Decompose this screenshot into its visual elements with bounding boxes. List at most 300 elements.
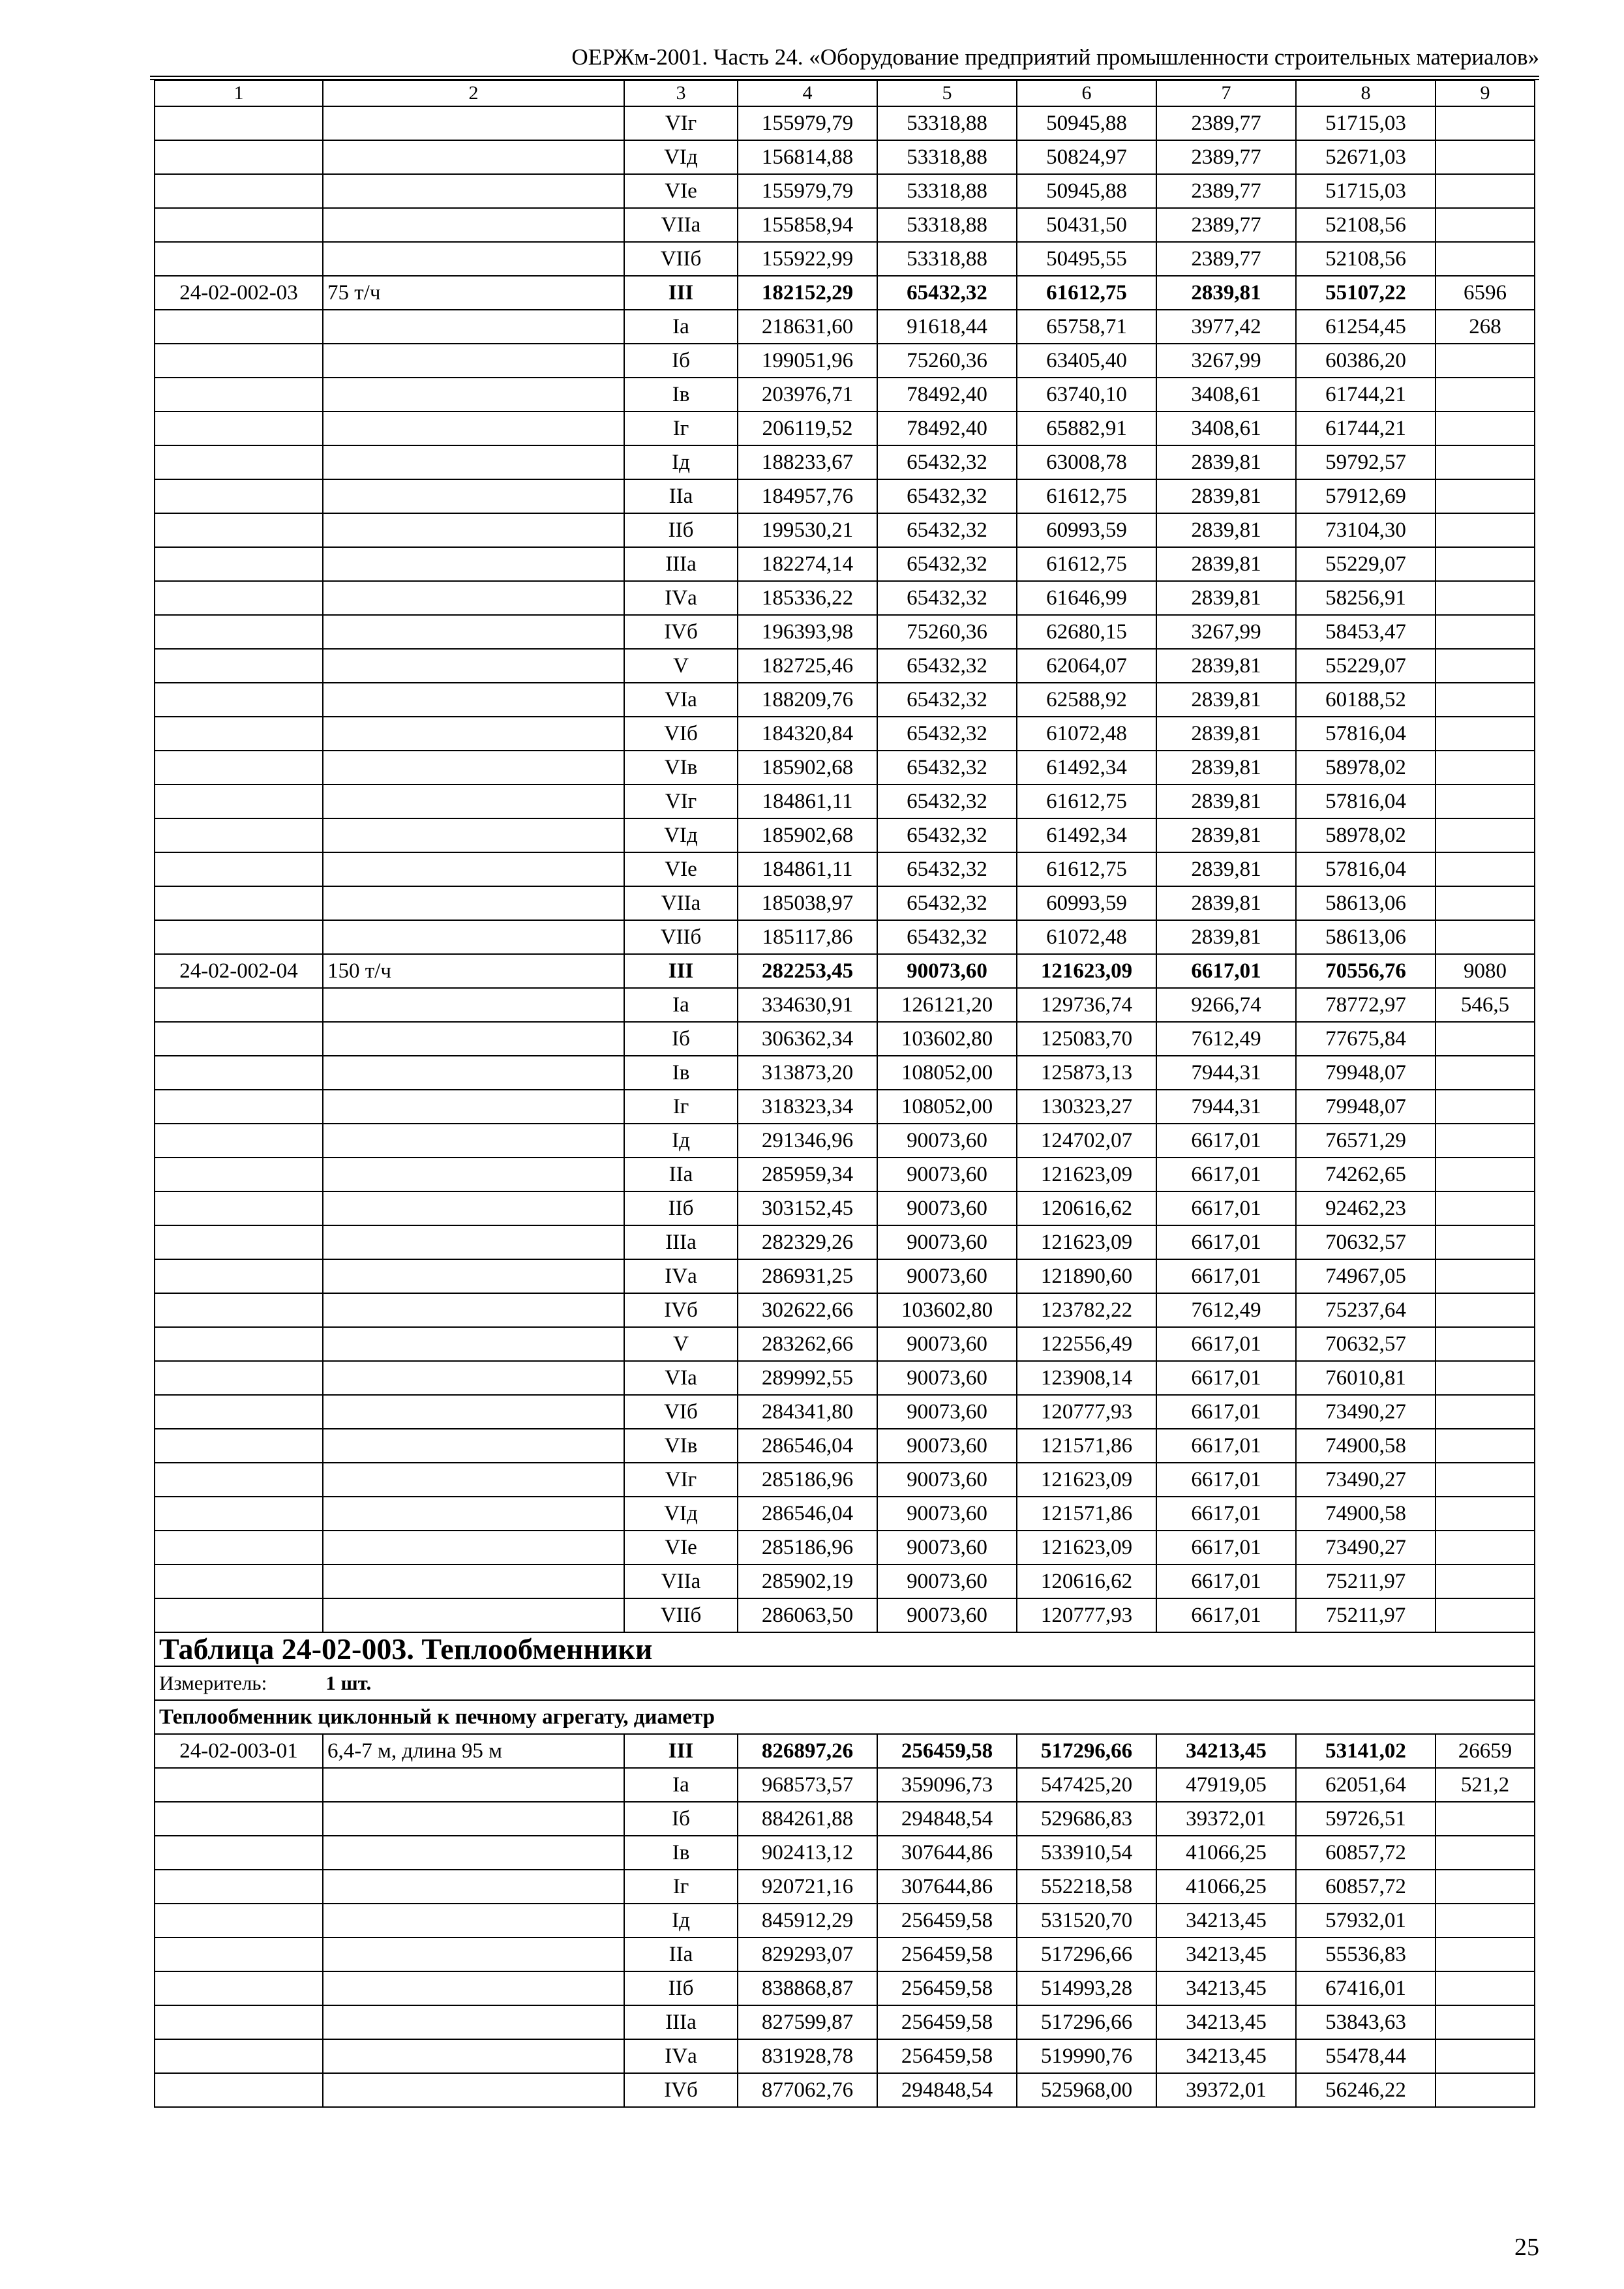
value-cell: 121623,09 <box>1017 1158 1156 1191</box>
col9-cell <box>1436 2005 1535 2039</box>
rate-name <box>323 1259 624 1293</box>
zone-cell: VIа <box>624 683 738 717</box>
value-cell: 90073,60 <box>877 1564 1017 1598</box>
col9-cell <box>1436 852 1535 886</box>
value-cell: 121571,86 <box>1017 1497 1156 1531</box>
rate-code <box>155 1463 323 1497</box>
value-cell: 120777,93 <box>1017 1598 1156 1632</box>
value-cell: 41066,25 <box>1156 1870 1296 1904</box>
col9-cell <box>1436 378 1535 411</box>
column-number: 1 <box>155 80 323 106</box>
value-cell: 2389,77 <box>1156 242 1296 276</box>
value-cell: 286063,50 <box>738 1598 877 1632</box>
rate-code <box>155 1327 323 1361</box>
value-cell: 514993,28 <box>1017 1971 1156 2005</box>
value-cell: 65432,32 <box>877 479 1017 513</box>
value-cell: 61612,75 <box>1017 785 1156 818</box>
value-cell: 79948,07 <box>1296 1056 1436 1090</box>
rate-code <box>155 479 323 513</box>
rate-name <box>323 106 624 140</box>
value-cell: 2839,81 <box>1156 751 1296 785</box>
value-cell: 74900,58 <box>1296 1497 1436 1531</box>
value-cell: 359096,73 <box>877 1768 1017 1802</box>
rate-code <box>155 785 323 818</box>
value-cell: 283262,66 <box>738 1327 877 1361</box>
rate-code <box>155 1022 323 1056</box>
value-cell: 122556,49 <box>1017 1327 1156 1361</box>
table-row <box>155 1056 1535 1090</box>
value-cell: 827599,87 <box>738 2005 877 2039</box>
value-cell: 282253,45 <box>738 954 877 988</box>
table-row <box>155 2005 1535 2039</box>
value-cell: 65432,32 <box>877 547 1017 581</box>
rate-name <box>323 1395 624 1429</box>
value-cell: 7612,49 <box>1156 1293 1296 1327</box>
rate-code <box>155 1836 323 1870</box>
value-cell: 2839,81 <box>1156 818 1296 852</box>
value-cell: 121623,09 <box>1017 954 1156 988</box>
table-row <box>155 1904 1535 1937</box>
value-cell: 3267,99 <box>1156 344 1296 378</box>
value-cell: 285186,96 <box>738 1531 877 1564</box>
rate-name <box>323 1056 624 1090</box>
zone-cell: Iд <box>624 1124 738 1158</box>
value-cell: 6617,01 <box>1156 1598 1296 1632</box>
value-cell: 65432,32 <box>877 751 1017 785</box>
value-cell: 7612,49 <box>1156 1022 1296 1056</box>
value-cell: 6617,01 <box>1156 1259 1296 1293</box>
rate-name <box>323 1497 624 1531</box>
zone-cell: III <box>624 276 738 310</box>
value-cell: 182725,46 <box>738 649 877 683</box>
value-cell: 58613,06 <box>1296 886 1436 920</box>
table-row <box>155 242 1535 276</box>
rate-name <box>323 649 624 683</box>
value-cell: 34213,45 <box>1156 1734 1296 1768</box>
rate-code <box>155 344 323 378</box>
value-cell: 3408,61 <box>1156 411 1296 445</box>
rate-code <box>155 2005 323 2039</box>
rate-name <box>323 751 624 785</box>
rate-code <box>155 1158 323 1191</box>
value-cell: 318323,34 <box>738 1090 877 1124</box>
rate-name <box>323 1768 624 1802</box>
zone-cell: IIIа <box>624 2005 738 2039</box>
rate-code <box>155 1361 323 1395</box>
value-cell: 65432,32 <box>877 886 1017 920</box>
value-cell: 75237,64 <box>1296 1293 1436 1327</box>
col9-cell <box>1436 1191 1535 1225</box>
value-cell: 91618,44 <box>877 310 1017 344</box>
zone-cell: VIг <box>624 106 738 140</box>
table-row <box>155 886 1535 920</box>
value-cell: 2839,81 <box>1156 649 1296 683</box>
rate-name <box>323 1870 624 1904</box>
table-row <box>155 1836 1535 1870</box>
value-cell: 50945,88 <box>1017 106 1156 140</box>
value-cell: 70632,57 <box>1296 1327 1436 1361</box>
table-row <box>155 717 1535 751</box>
rate-name <box>323 378 624 411</box>
rate-name <box>323 818 624 852</box>
col9-cell <box>1436 581 1535 615</box>
rate-code: 24-02-002-04 <box>155 954 323 988</box>
value-cell: 67416,01 <box>1296 1971 1436 2005</box>
table-row <box>155 818 1535 852</box>
value-cell: 203976,71 <box>738 378 877 411</box>
rate-name <box>323 1191 624 1225</box>
value-cell: 61612,75 <box>1017 479 1156 513</box>
value-cell: 55229,07 <box>1296 547 1436 581</box>
value-cell: 75211,97 <box>1296 1598 1436 1632</box>
rate-code <box>155 1497 323 1531</box>
value-cell: 61492,34 <box>1017 751 1156 785</box>
value-cell: 155979,79 <box>738 106 877 140</box>
rate-code <box>155 174 323 208</box>
value-cell: 70632,57 <box>1296 1225 1436 1259</box>
table-row <box>155 1225 1535 1259</box>
zone-cell: VIIб <box>624 920 738 954</box>
value-cell: 256459,58 <box>877 1971 1017 2005</box>
rate-code <box>155 1124 323 1158</box>
value-cell: 6617,01 <box>1156 1327 1296 1361</box>
column-number-row <box>155 80 1535 106</box>
rate-name <box>323 1531 624 1564</box>
value-cell: 74262,65 <box>1296 1158 1436 1191</box>
value-cell: 2839,81 <box>1156 547 1296 581</box>
col9-cell <box>1436 1904 1535 1937</box>
zone-cell: IVб <box>624 615 738 649</box>
col9-cell <box>1436 479 1535 513</box>
value-cell: 55107,22 <box>1296 276 1436 310</box>
rate-code <box>155 310 323 344</box>
rate-code <box>155 1971 323 2005</box>
value-cell: 184957,76 <box>738 479 877 513</box>
col9-cell <box>1436 1158 1535 1191</box>
value-cell: 60993,59 <box>1017 886 1156 920</box>
zone-cell: VIа <box>624 1361 738 1395</box>
zone-cell: VIIб <box>624 1598 738 1632</box>
value-cell: 3267,99 <box>1156 615 1296 649</box>
table-row <box>155 2073 1535 2107</box>
table-row <box>155 140 1535 174</box>
value-cell: 55536,83 <box>1296 1937 1436 1971</box>
table-row <box>155 1734 1535 1768</box>
value-cell: 182274,14 <box>738 547 877 581</box>
zone-cell: IVа <box>624 581 738 615</box>
zone-cell: IIб <box>624 1191 738 1225</box>
table-row <box>155 106 1535 140</box>
value-cell: 52108,56 <box>1296 208 1436 242</box>
value-cell: 303152,45 <box>738 1191 877 1225</box>
value-cell: 185336,22 <box>738 581 877 615</box>
col9-cell <box>1436 445 1535 479</box>
value-cell: 55229,07 <box>1296 649 1436 683</box>
section-title: Таблица 24-02-003. Теплообменники <box>155 1632 1535 1666</box>
table-row <box>155 445 1535 479</box>
value-cell: 53318,88 <box>877 106 1017 140</box>
value-cell: 74900,58 <box>1296 1429 1436 1463</box>
col9-cell <box>1436 683 1535 717</box>
value-cell: 108052,00 <box>877 1056 1017 1090</box>
zone-cell: VIIа <box>624 886 738 920</box>
zone-cell: III <box>624 954 738 988</box>
zone-cell: VIIа <box>624 208 738 242</box>
value-cell: 188209,76 <box>738 683 877 717</box>
value-cell: 6617,01 <box>1156 1124 1296 1158</box>
header-rule-top <box>150 76 1539 77</box>
value-cell: 517296,66 <box>1017 2005 1156 2039</box>
value-cell: 2839,81 <box>1156 920 1296 954</box>
table-row <box>155 1090 1535 1124</box>
value-cell: 57932,01 <box>1296 1904 1436 1937</box>
col9-cell <box>1436 1361 1535 1395</box>
value-cell: 845912,29 <box>738 1904 877 1937</box>
value-cell: 58978,02 <box>1296 751 1436 785</box>
table-row <box>155 649 1535 683</box>
value-cell: 185038,97 <box>738 886 877 920</box>
value-cell: 124702,07 <box>1017 1124 1156 1158</box>
value-cell: 286931,25 <box>738 1259 877 1293</box>
value-cell: 103602,80 <box>877 1022 1017 1056</box>
col9-cell <box>1436 717 1535 751</box>
value-cell: 286546,04 <box>738 1429 877 1463</box>
value-cell: 53318,88 <box>877 140 1017 174</box>
zone-cell: Iг <box>624 1870 738 1904</box>
value-cell: 90073,60 <box>877 1531 1017 1564</box>
value-cell: 56246,22 <box>1296 2073 1436 2107</box>
value-cell: 2839,81 <box>1156 785 1296 818</box>
table-row <box>155 1395 1535 1429</box>
measure-value: 1 шт. <box>325 1671 372 1694</box>
zone-cell: V <box>624 649 738 683</box>
value-cell: 65432,32 <box>877 513 1017 547</box>
table-row <box>155 1971 1535 2005</box>
rate-name <box>323 140 624 174</box>
value-cell: 6617,01 <box>1156 1429 1296 1463</box>
rate-name <box>323 2073 624 2107</box>
value-cell: 294848,54 <box>877 1802 1017 1836</box>
value-cell: 53843,63 <box>1296 2005 1436 2039</box>
value-cell: 2389,77 <box>1156 208 1296 242</box>
zone-cell: IIб <box>624 1971 738 2005</box>
rate-name <box>323 615 624 649</box>
value-cell: 76571,29 <box>1296 1124 1436 1158</box>
value-cell: 2839,81 <box>1156 276 1296 310</box>
value-cell: 184320,84 <box>738 717 877 751</box>
value-cell: 877062,76 <box>738 2073 877 2107</box>
value-cell: 34213,45 <box>1156 1937 1296 1971</box>
rate-code <box>155 988 323 1022</box>
value-cell: 47919,05 <box>1156 1768 1296 1802</box>
zone-cell: VIд <box>624 1497 738 1531</box>
value-cell: 182152,29 <box>738 276 877 310</box>
column-number: 3 <box>624 80 738 106</box>
value-cell: 2839,81 <box>1156 717 1296 751</box>
value-cell: 77675,84 <box>1296 1022 1436 1056</box>
value-cell: 517296,66 <box>1017 1937 1156 1971</box>
table-row <box>155 411 1535 445</box>
value-cell: 62680,15 <box>1017 615 1156 649</box>
col9-cell <box>1436 1259 1535 1293</box>
rate-name: 150 т/ч <box>323 954 624 988</box>
zone-cell: VIе <box>624 852 738 886</box>
rate-name <box>323 513 624 547</box>
col9-cell <box>1436 140 1535 174</box>
zone-cell: III <box>624 1734 738 1768</box>
value-cell: 6617,01 <box>1156 954 1296 988</box>
value-cell: 60857,72 <box>1296 1870 1436 1904</box>
rate-code <box>155 513 323 547</box>
value-cell: 9266,74 <box>1156 988 1296 1022</box>
rate-code <box>155 852 323 886</box>
value-cell: 75260,36 <box>877 344 1017 378</box>
rate-code <box>155 886 323 920</box>
zone-cell: VIг <box>624 1463 738 1497</box>
col9-cell <box>1436 1870 1535 1904</box>
value-cell: 294848,54 <box>877 2073 1017 2107</box>
col9-cell <box>1436 1225 1535 1259</box>
value-cell: 90073,60 <box>877 1259 1017 1293</box>
value-cell: 53318,88 <box>877 242 1017 276</box>
value-cell: 199530,21 <box>738 513 877 547</box>
value-cell: 60857,72 <box>1296 1836 1436 1870</box>
zone-cell: Iв <box>624 378 738 411</box>
table-row <box>155 1937 1535 1971</box>
value-cell: 65432,32 <box>877 581 1017 615</box>
value-cell: 61072,48 <box>1017 920 1156 954</box>
rate-code <box>155 1531 323 1564</box>
table-row <box>155 988 1535 1022</box>
value-cell: 52671,03 <box>1296 140 1436 174</box>
value-cell: 61612,75 <box>1017 852 1156 886</box>
value-cell: 6617,01 <box>1156 1531 1296 1564</box>
value-cell: 65758,71 <box>1017 310 1156 344</box>
rate-code <box>155 1395 323 1429</box>
rate-name <box>323 886 624 920</box>
table-row <box>155 1598 1535 1632</box>
value-cell: 34213,45 <box>1156 1904 1296 1937</box>
value-cell: 108052,00 <box>877 1090 1017 1124</box>
value-cell: 65432,32 <box>877 818 1017 852</box>
value-cell: 57912,69 <box>1296 479 1436 513</box>
col9-cell <box>1436 886 1535 920</box>
value-cell: 57816,04 <box>1296 717 1436 751</box>
value-cell: 284341,80 <box>738 1395 877 1429</box>
value-cell: 50824,97 <box>1017 140 1156 174</box>
col9-cell <box>1436 1327 1535 1361</box>
table-row <box>155 1429 1535 1463</box>
rate-name <box>323 1463 624 1497</box>
zone-cell: Iа <box>624 1768 738 1802</box>
measure-cell <box>155 1666 1535 1700</box>
zone-cell: IVа <box>624 1259 738 1293</box>
value-cell: 70556,76 <box>1296 954 1436 988</box>
value-cell: 39372,01 <box>1156 1802 1296 1836</box>
rate-code <box>155 1564 323 1598</box>
column-number: 4 <box>738 80 877 106</box>
col9-cell: 521,2 <box>1436 1768 1535 1802</box>
value-cell: 206119,52 <box>738 411 877 445</box>
col9-cell <box>1436 920 1535 954</box>
value-cell: 55478,44 <box>1296 2039 1436 2073</box>
value-cell: 256459,58 <box>877 2039 1017 2073</box>
value-cell: 65432,32 <box>877 445 1017 479</box>
value-cell: 2839,81 <box>1156 886 1296 920</box>
zone-cell: IIIа <box>624 1225 738 1259</box>
value-cell: 65432,32 <box>877 649 1017 683</box>
rate-code <box>155 242 323 276</box>
col9-cell: 26659 <box>1436 1734 1535 1768</box>
rate-code <box>155 1904 323 1937</box>
rate-code <box>155 920 323 954</box>
zone-cell: IIIа <box>624 547 738 581</box>
col9-cell <box>1436 818 1535 852</box>
value-cell: 62064,07 <box>1017 649 1156 683</box>
value-cell: 2389,77 <box>1156 174 1296 208</box>
value-cell: 185902,68 <box>738 751 877 785</box>
value-cell: 7944,31 <box>1156 1056 1296 1090</box>
table-row <box>155 547 1535 581</box>
value-cell: 58453,47 <box>1296 615 1436 649</box>
value-cell: 2389,77 <box>1156 140 1296 174</box>
zone-cell: VIд <box>624 140 738 174</box>
value-cell: 307644,86 <box>877 1836 1017 1870</box>
zone-cell: Iа <box>624 310 738 344</box>
rate-code <box>155 1225 323 1259</box>
value-cell: 51715,03 <box>1296 174 1436 208</box>
value-cell: 61072,48 <box>1017 717 1156 751</box>
rate-name <box>323 1293 624 1327</box>
value-cell: 53141,02 <box>1296 1734 1436 1768</box>
rate-code <box>155 411 323 445</box>
rate-code <box>155 208 323 242</box>
value-cell: 57816,04 <box>1296 852 1436 886</box>
value-cell: 185902,68 <box>738 818 877 852</box>
rate-name <box>323 1937 624 1971</box>
zone-cell: VIе <box>624 174 738 208</box>
col9-cell <box>1436 208 1535 242</box>
running-header: ОЕРЖм-2001. Часть 24. «Оборудование предприятий промышленности строительных материалов» <box>571 44 1539 70</box>
value-cell: 50945,88 <box>1017 174 1156 208</box>
value-cell: 517296,66 <box>1017 1734 1156 1768</box>
zone-cell: VIIб <box>624 242 738 276</box>
value-cell: 90073,60 <box>877 1158 1017 1191</box>
value-cell: 78772,97 <box>1296 988 1436 1022</box>
rate-name <box>323 310 624 344</box>
value-cell: 34213,45 <box>1156 2005 1296 2039</box>
value-cell: 552218,58 <box>1017 1870 1156 1904</box>
value-cell: 831928,78 <box>738 2039 877 2073</box>
rate-code <box>155 1870 323 1904</box>
rate-name <box>323 1022 624 1056</box>
rate-code <box>155 649 323 683</box>
table-row <box>155 581 1535 615</box>
value-cell: 533910,54 <box>1017 1836 1156 1870</box>
value-cell: 52108,56 <box>1296 242 1436 276</box>
value-cell: 90073,60 <box>877 1327 1017 1361</box>
rate-code <box>155 1259 323 1293</box>
rate-name <box>323 920 624 954</box>
col9-cell <box>1436 344 1535 378</box>
value-cell: 62051,64 <box>1296 1768 1436 1802</box>
rate-name <box>323 785 624 818</box>
col9-cell <box>1436 751 1535 785</box>
zone-cell: Iб <box>624 344 738 378</box>
value-cell: 884261,88 <box>738 1802 877 1836</box>
value-cell: 123908,14 <box>1017 1361 1156 1395</box>
table-row <box>155 310 1535 344</box>
